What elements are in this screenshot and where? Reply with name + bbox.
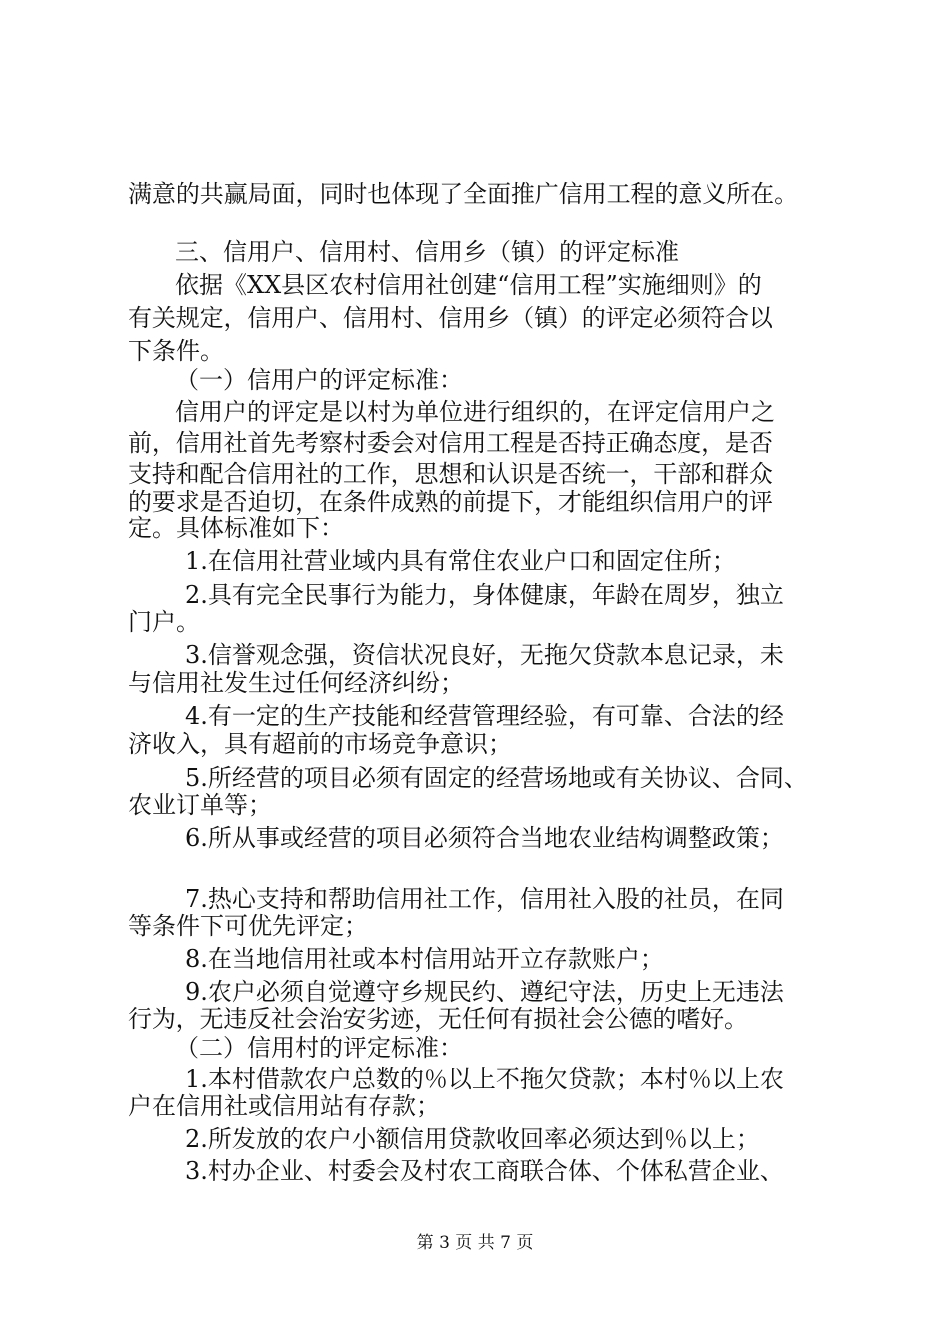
text-line-9: 支持和配合信用社的工作，思想和认识是否统一，干部和群众	[128, 460, 773, 488]
list-item-6: 6.所从事或经营的项目必须符合当地农业结构调整政策；	[185, 824, 784, 852]
list-item-1: 1.在信用社营业域内具有常住农业户口和固定住所；	[185, 547, 736, 575]
subsection-heading-1: （一）信用户的评定标准：	[175, 366, 463, 394]
list-item-b3: 3.村办企业、村委会及村农工商联合体、个体私营企业、	[185, 1157, 784, 1185]
list-item-4: 4.有一定的生产技能和经营管理经验，有可靠、合法的经	[185, 702, 784, 730]
text-line-3: 依据《XX县区农村信用社创建“信用工程”实施细则》的	[175, 271, 762, 299]
list-item-9-cont: 行为，无违反社会治安劣迹，无任何有损社会公德的嗜好。	[128, 1005, 748, 1033]
text-line-8: 前，信用社首先考察村委会对信用工程是否持正确态度，是否	[128, 429, 773, 457]
list-item-2: 2.具有完全民事行为能力，身体健康，年龄在周岁，独立	[185, 581, 784, 609]
list-item-4-cont: 济收入，具有超前的市场竞争意识；	[128, 730, 512, 758]
list-item-5-cont: 农业订单等；	[128, 791, 272, 819]
text-line-10: 的要求是否迫切，在条件成熟的前提下，才能组织信用户的评	[128, 488, 773, 516]
list-item-7-cont: 等条件下可优先评定；	[128, 912, 368, 940]
list-item-3: 3.信誉观念强，资信状况良好，无拖欠贷款本息记录，未	[185, 641, 784, 669]
subsection-heading-2: （二）信用村的评定标准：	[175, 1034, 463, 1062]
text-line-4: 有关规定，信用户、信用村、信用乡（镇）的评定必须符合以	[128, 304, 773, 332]
text-line-1: 满意的共赢局面，同时也体现了全面推广信用工程的意义所在。	[128, 180, 799, 208]
list-item-8: 8.在当地信用社或本村信用站开立存款账户；	[185, 945, 664, 973]
text-line-5: 下条件。	[128, 337, 224, 365]
list-item-3-cont: 与信用社发生过任何经济纠纷；	[128, 669, 464, 697]
list-item-5: 5.所经营的项目必须有固定的经营场地或有关协议、合同、	[185, 764, 808, 792]
list-item-b1-cont: 户在信用社或信用站有存款；	[128, 1092, 440, 1120]
list-item-b1: 1.本村借款农户总数的％以上不拖欠贷款；本村％以上农	[185, 1065, 784, 1093]
list-item-9: 9.农户必须自觉遵守乡规民约、遵纪守法，历史上无违法	[185, 978, 784, 1006]
list-item-b2: 2.所发放的农户小额信用贷款收回率必须达到％以上；	[185, 1125, 760, 1153]
text-line-11: 定。具体标准如下：	[128, 514, 344, 542]
page-footer: 第 3 页 共 7 页	[416, 1233, 534, 1253]
section-heading-3: 三、信用户、信用村、信用乡（镇）的评定标准	[175, 238, 679, 266]
list-item-7: 7.热心支持和帮助信用社工作，信用社入股的社员，在同	[185, 885, 784, 913]
list-item-2-cont: 门户。	[128, 608, 200, 636]
text-line-7: 信用户的评定是以村为单位进行组织的，在评定信用户之	[175, 398, 775, 426]
